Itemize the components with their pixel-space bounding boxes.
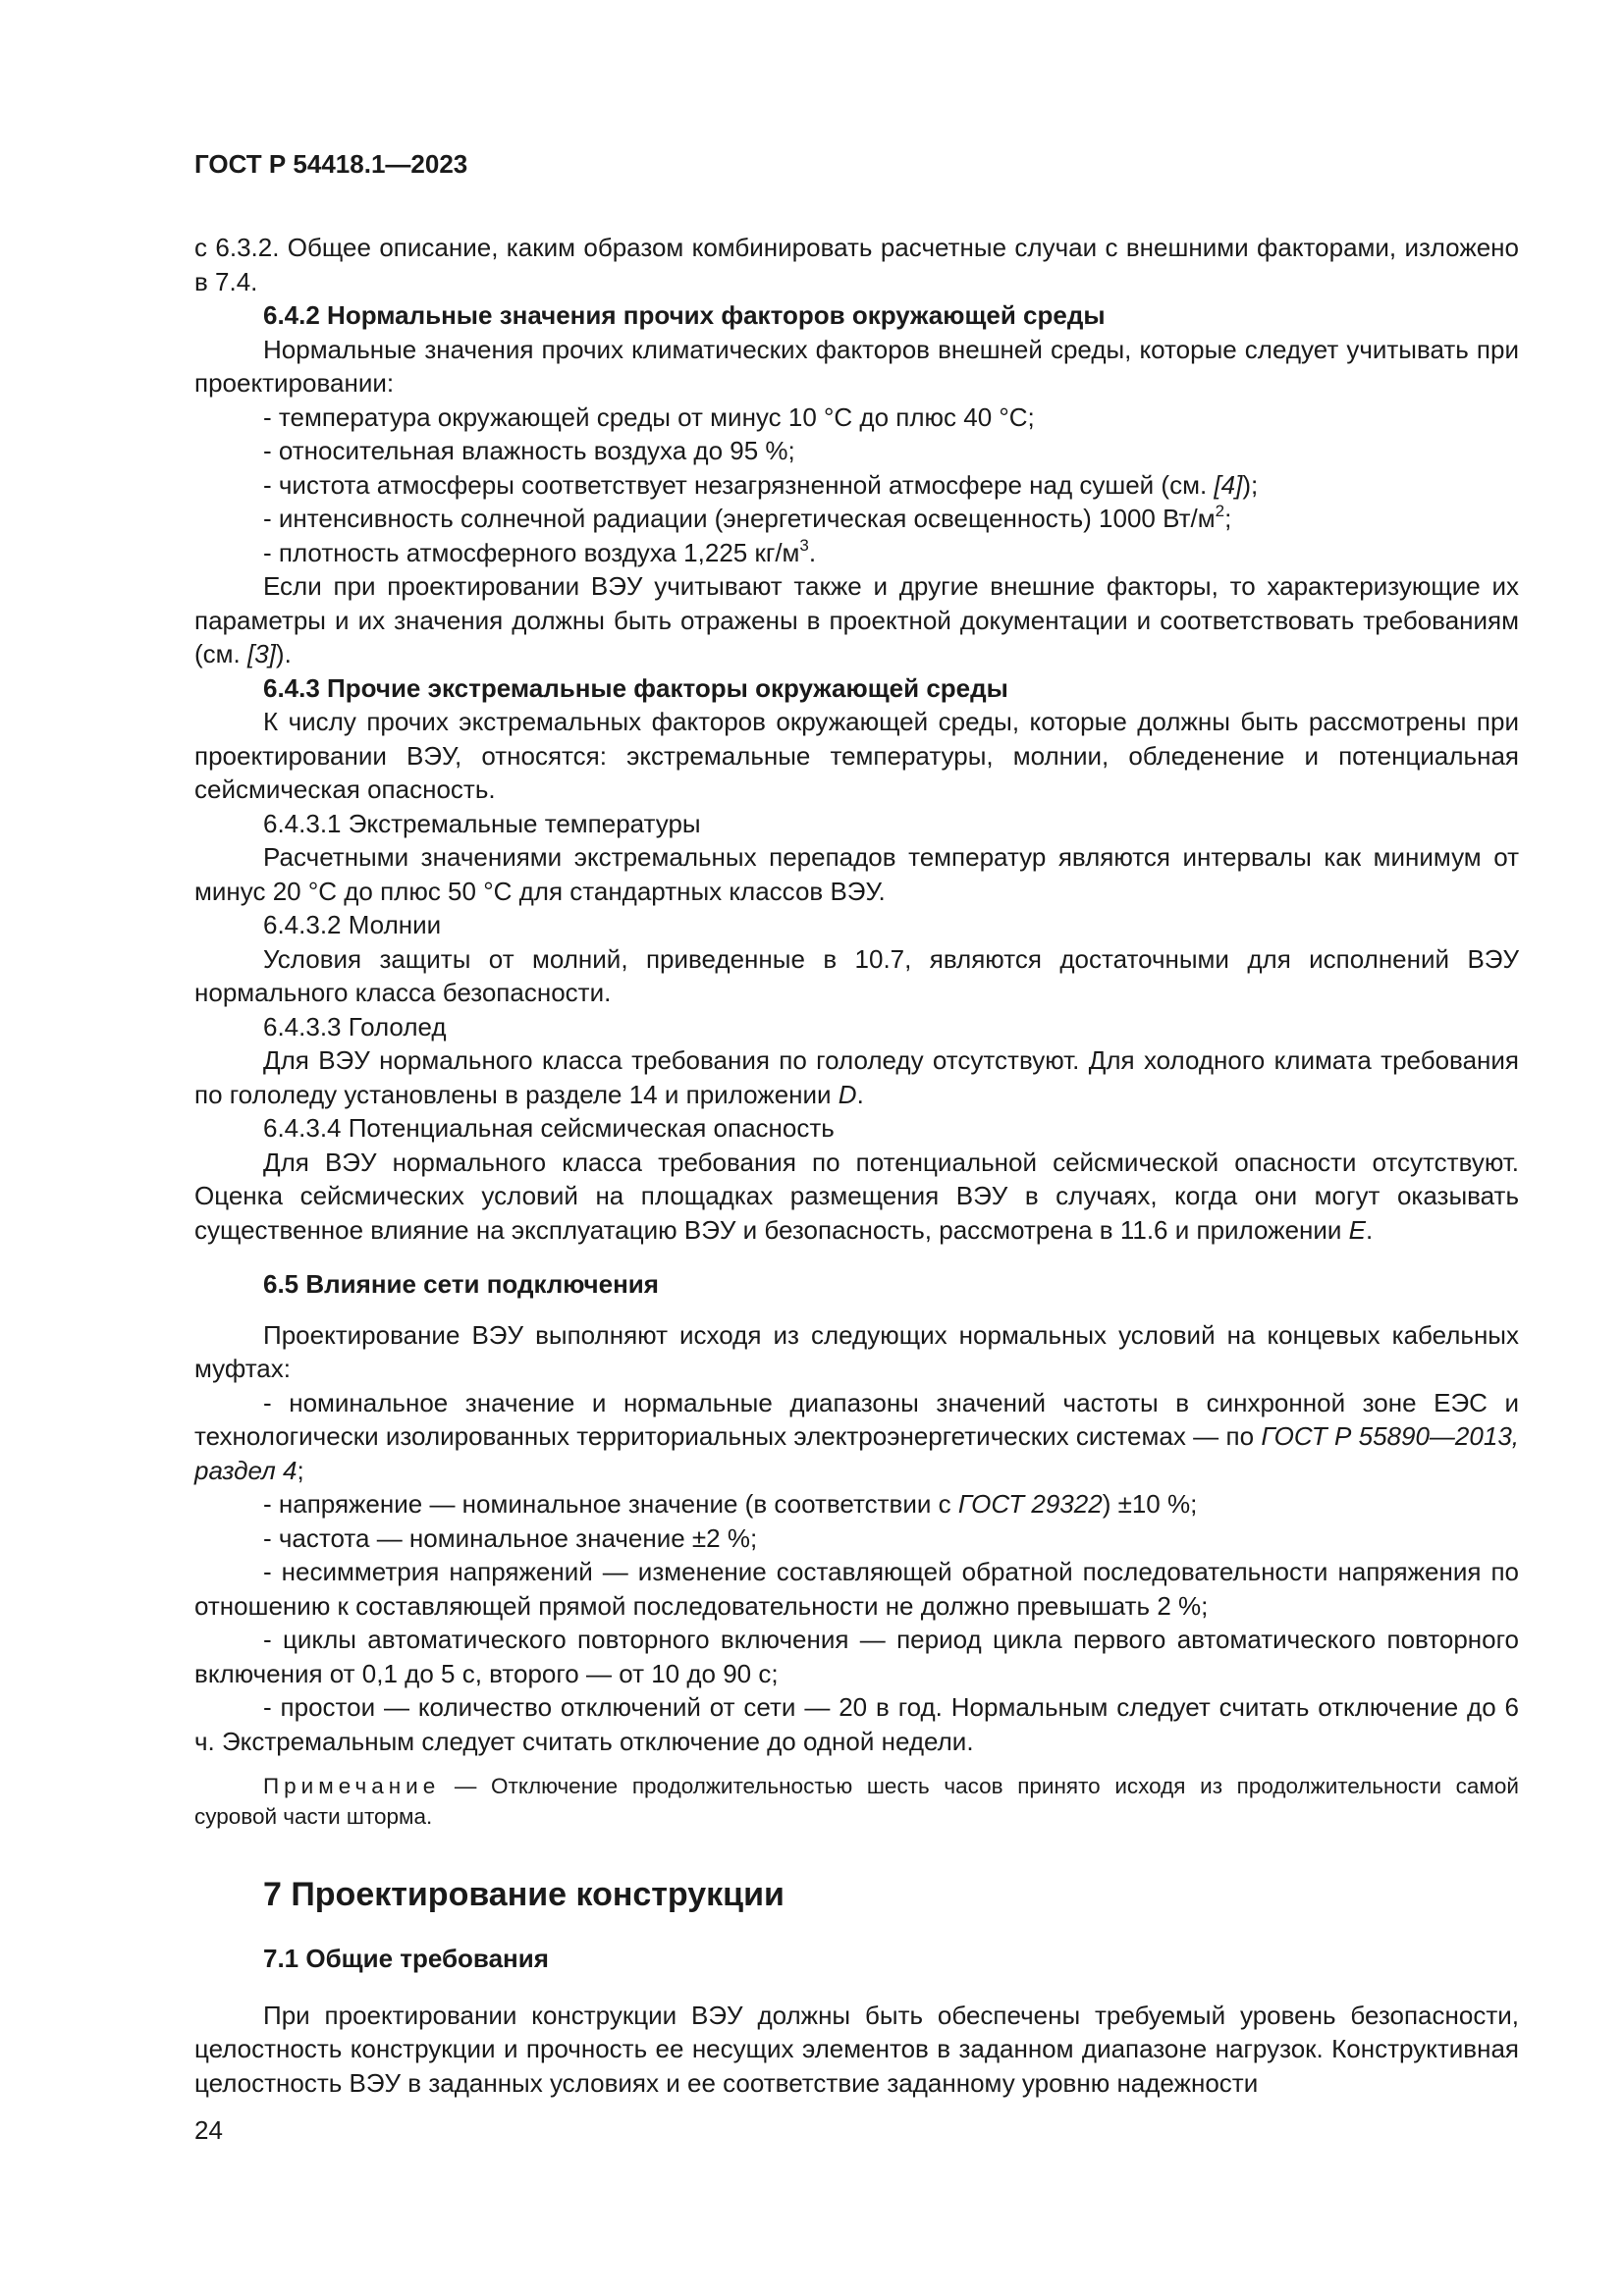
section-heading-7-1: 7.1 Общие требования [263,1944,549,1973]
reference-link: Е [1348,1214,1367,1245]
reference-link: [3] [246,639,276,668]
section-heading-6-4-2: 6.4.2 Нормальные значения прочих факторов окружающей среды [263,300,1106,330]
list-item: - частота — номинальное значение ±2 %; [263,1522,758,1553]
subsection-heading-6-4-3-4: 6.4.3.4 Потенциальная сейсмическая опасность [263,1113,835,1143]
reference-link: ГОСТ Р 55890—2013, раздел 4 [194,1421,1520,1485]
reference-link: [4] [1214,469,1243,500]
list-item: - плотность атмосферного воздуха 1,225 $кг/м^3$. [263,535,817,567]
section-heading-6-4-3: 6.4.3 Прочие экстремальные факторы окружающей среды [263,672,1008,703]
subsection-heading-6-4-3-1: 6.4.3.1 Экстремальные температуры [263,808,701,838]
page-number: 24 [194,2115,223,2145]
reference-link: ГОСТ 29322 [957,1489,1103,1519]
reference-link: D [838,1079,857,1109]
list-item: - циклы автоматического повторного включения — период цикла первого автоматического повторного включения от 0,1 до 5 с, второго — от 10 до 90 с; [194,1625,1519,1688]
subsection-heading-6-4-3-3: 6.4.3.3 Гололед [263,1011,447,1041]
document-header: ГОСТ Р 54418.1—2023 [194,149,468,179]
paragraph-6-4-3-2: Условия защиты от молний, приведенные в 10.7, являются достаточными для исполнений ВЭУ нормального класса безопасности. [194,943,1519,1007]
note-label: Примечание [263,1774,441,1798]
list-item: - интенсивность солнечной радиации (энергетическая освещенность) 1000 $Вт/м^2$; [263,502,1232,533]
subsection-heading-6-4-3-2: 6.4.3.2 Молнии [263,910,442,939]
list-item: - номинальное значение и нормальные диапазоны значений частоты в синхронной зоне ЕЭС и технологически изолированных территориальных электроэнергетических системах — по ГОСТ Р 55890—2013, раздел 4; [194,1387,1520,1485]
list-item: - относительная влажность воздуха до 95 %; [263,436,795,465]
paragraph-6-4-3-intro: К числу прочих экстремальных факторов окружающей среды, которые должны быть рассмотрены при проектировании ВЭУ, относятся: экстремальные температуры, молнии, обледенение и потенциальная сейсмическая опасность. [194,707,1519,804]
list-item: - несимметрия напряжений — изменение составляющей обратной последовательности напряжения по отношению к составляющей прямой последовательности не должно превышать 2 %; [194,1557,1519,1621]
paragraph-6-4-2-other: Если при проектировании ВЭУ учитывают также и другие внешние факторы, то характеризующие их параметры и их значения должны быть отражены в проектной документации и соответствовать требованиям (см. [3]). [194,571,1519,668]
section-heading-6-5: 6.5 Влияние сети подключения [263,1269,659,1299]
superscript: 2 [1215,502,1225,520]
paragraph-7-1: При проектировании конструкции ВЭУ должны быть обеспечены требуемый уровень безопасности, целостность конструкции и прочность ее несущих элементов в заданном диапазоне нагрузок. Конструктивная целостность ВЭУ в заданных условиях и ее соответствие заданному уровню надежности [194,2000,1519,2098]
paragraph-continuation: с 6.3.2. Общее описание, каким образом комбинировать расчетные случаи с внешними факторами, изложено в 7.4. [194,233,1519,296]
paragraph-6-4-3-3: Для ВЭУ нормального класса требования по гололеду отсутствуют. Для холодного климата требования по гололеду установлены в разделе 14 и приложении D. [194,1045,1519,1109]
paragraph-6-4-3-4: Для ВЭУ нормального класса требования по потенциальной сейсмической опасности отсутствуют. Оценка сейсмических условий на площадках размещения ВЭУ в случаях, когда они могут оказывать существенное влияние на эксплуатацию ВЭУ и безопасность, рассмотрена в 11.6 и приложении Е. [194,1147,1519,1245]
list-item: - напряжение — номинальное значение (в соответствии с ГОСТ 29322) ±10 %; [263,1489,1198,1519]
document-page [194,147,1519,2209]
paragraph-6-5-intro: Проектирование ВЭУ выполняют исходя из следующих нормальных условий на концевых кабельных муфтах: [194,1319,1519,1383]
list-item: - температура окружающей среды от минус 10 °С до плюс 40 °С; [263,401,1035,432]
list-item: - чистота атмосферы соответствует незагрязненной атмосфере над сушей (см. [4]); [263,469,1259,500]
paragraph-6-4-2-intro: Нормальные значения прочих климатических факторов внешней среды, которые следует учитывать при проектировании: [194,334,1519,398]
note: Примечание — Отключение продолжительностью шесть часов принято исходя из продолжительности самой суровой части шторма. [194,1774,1519,1829]
list-item: - простои — количество отключений от сети — 20 в год. Нормальным следует считать отключение до 6 ч. Экстремальным следует считать отключение до одной недели. [194,1692,1519,1756]
section-heading-7: 7 Проектирование конструкции [263,1876,785,1913]
superscript: 3 [799,535,809,555]
paragraph-6-4-3-1: Расчетными значениями экстремальных перепадов температур являются интервалы как минимум от минус 20 °С до плюс 50 °С для стандартных классов ВЭУ. [194,842,1519,906]
